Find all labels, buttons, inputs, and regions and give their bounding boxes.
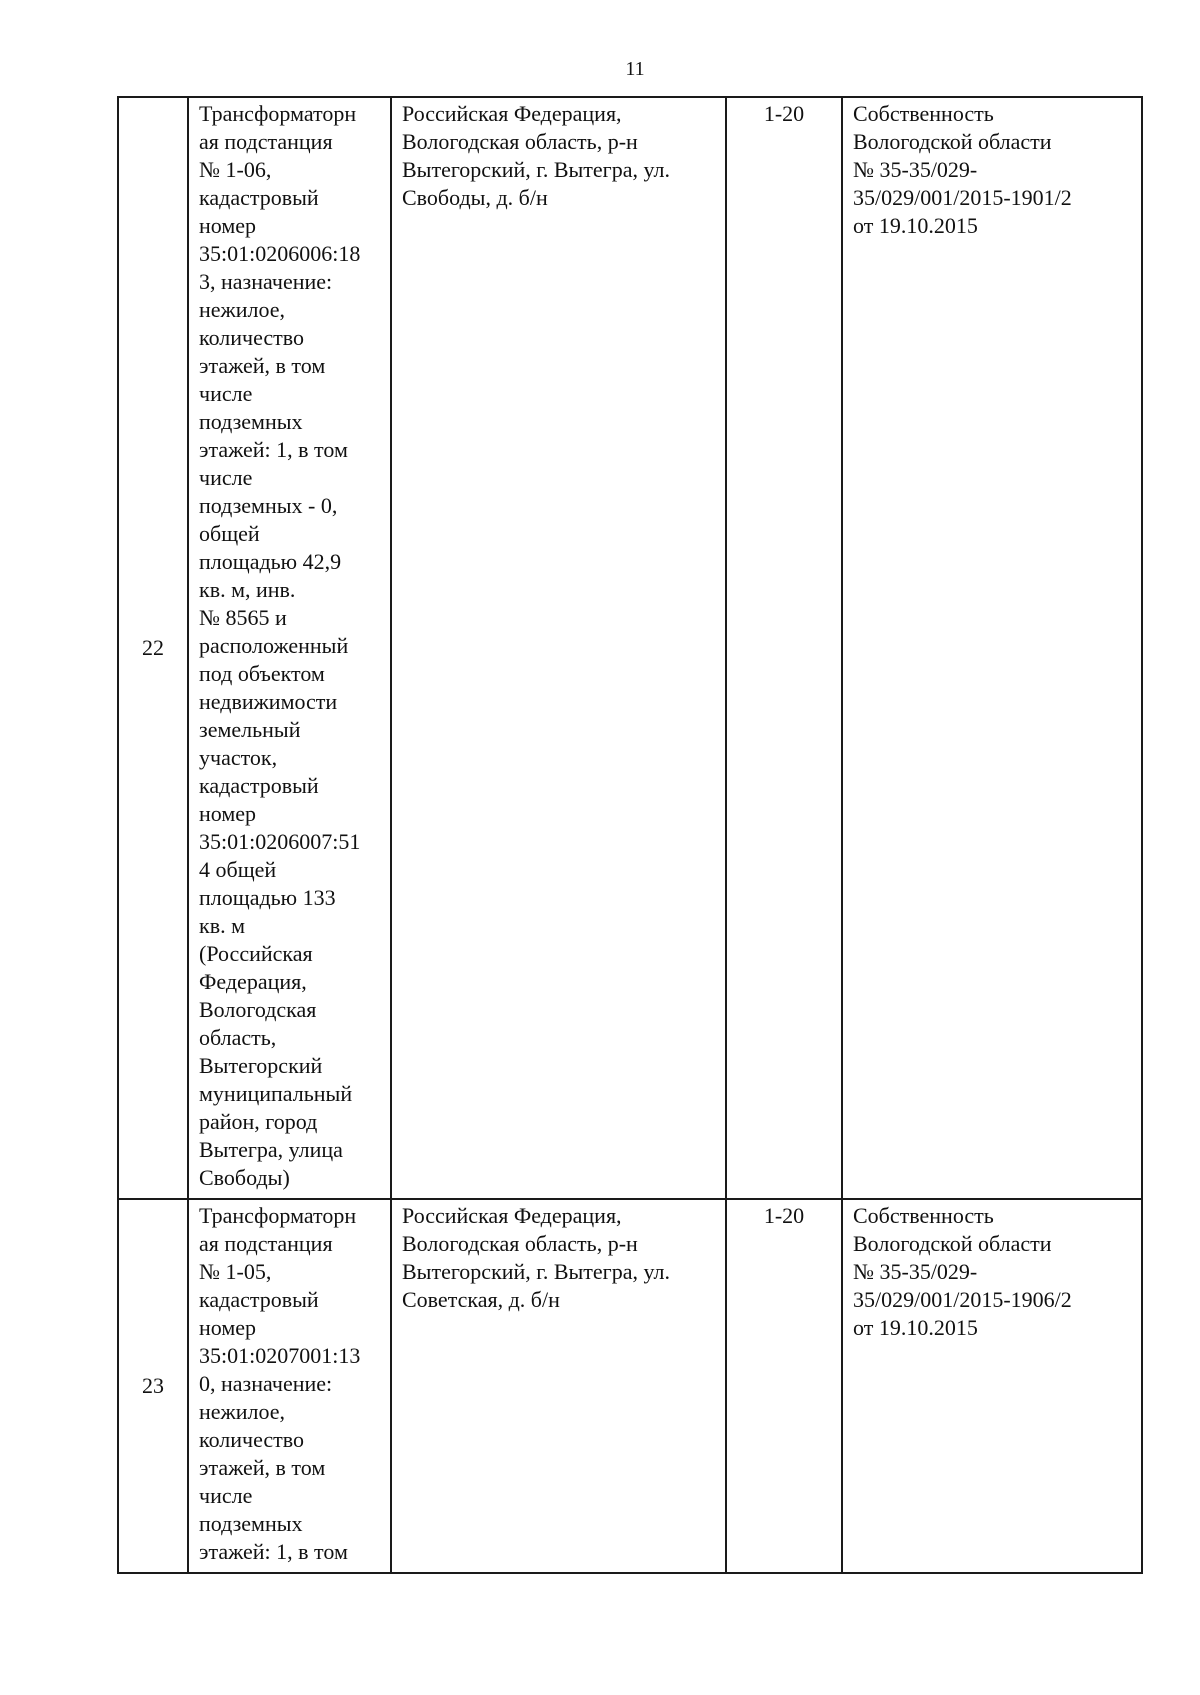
row-number: 23	[142, 1373, 164, 1398]
address: Российская Федерация, Вологодская область, р-н Вытегорский, г. Вытегра, ул. Свободы, д. б/н	[402, 101, 670, 210]
row-number: 22	[142, 635, 164, 660]
address: Российская Федерация, Вологодская область, р-н Вытегорский, г. Вытегра, ул. Советская, д. б/н	[402, 1203, 670, 1312]
object-description: Трансформаторн ая подстанция № 1-06, кадастровый номер 35:01:0206006:18 3, назначение: нежилое, количество этажей, в том числе подземных этажей: 1, в том числе подземных - 0, общей площадью 42,9 кв. м, инв. № 8565 и расположенный под объектом недвижимости земельный участок, кадастровый номер 35:01:0206007:51 4 общей площадью 133 кв. м (Российская Федерация, Вологодская область, Вытегорский муниципальный район, город Вытегра, улица Свободы)	[199, 101, 361, 1190]
row-number-cell	[118, 1199, 188, 1573]
row-number-cell	[118, 97, 188, 1199]
address-cell	[391, 97, 726, 1199]
term-cell	[726, 1199, 842, 1573]
term: 1-20	[763, 1203, 805, 1228]
ownership: Собственность Вологодской области № 35-35/029- 35/029/001/2015-1901/2 от 19.10.2015	[853, 101, 1072, 238]
object-description-cell	[188, 97, 391, 1199]
ownership-cell	[842, 1199, 1142, 1573]
object-description-cell	[188, 1199, 391, 1573]
term: 1-20	[763, 101, 805, 126]
page-number: 11	[625, 58, 645, 80]
object-description: Трансформаторн ая подстанция № 1-05, кадастровый номер 35:01:0207001:13 0, назначение: нежилое, количество этажей, в том числе подземных этажей: 1, в том	[199, 1203, 361, 1564]
ownership-cell	[842, 97, 1142, 1199]
table-row	[118, 97, 1142, 1199]
table-row	[118, 1199, 1142, 1573]
address-cell	[391, 1199, 726, 1573]
ownership: Собственность Вологодской области № 35-35/029- 35/029/001/2015-1906/2 от 19.10.2015	[853, 1203, 1072, 1340]
property-table	[117, 96, 1143, 1574]
term-cell	[726, 97, 842, 1199]
